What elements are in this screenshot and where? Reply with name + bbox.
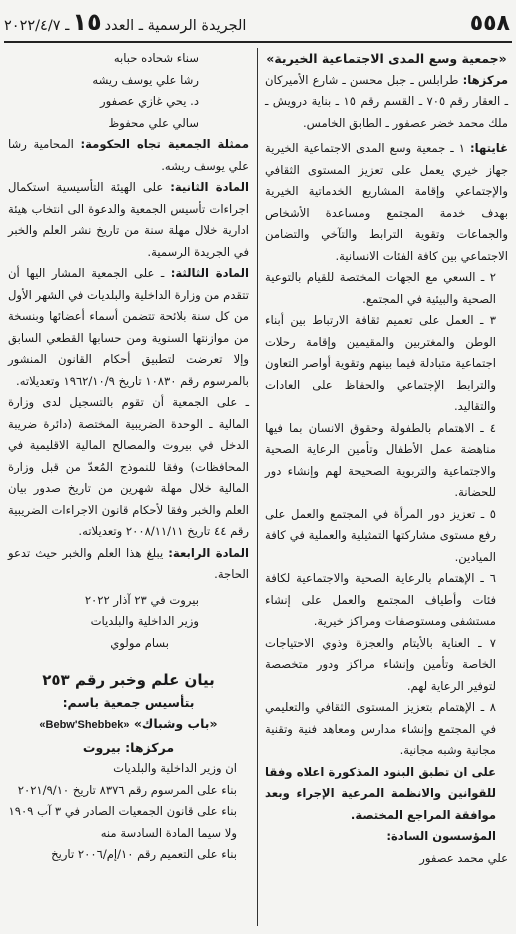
- issue-number: ١٥: [72, 8, 102, 36]
- hq-paragraph: [265, 70, 508, 135]
- issue-info: [4, 8, 246, 36]
- founders-label: المؤسسون السادة:: [386, 829, 496, 843]
- representative-paragraph: [8, 134, 249, 177]
- article-3-label: المادة الثالثة:: [170, 266, 249, 280]
- announcement-title: بيان علم وخبر رقم ٢٥٣: [42, 671, 215, 689]
- founder-name: سالي علي محفوظ: [108, 115, 199, 130]
- founder-name: سناء شحاده حبابه: [113, 51, 199, 65]
- aim-4: ٤ ـ الاهتمام بالطفولة وحقوق الانسان بما فيها مناهضة عمل الأطفال وتأمين الرعاية الصحية والاجتماعية والتربوية الصحيحة لهم وإنشاء دور للحضانة.: [265, 420, 496, 499]
- announcement-hq-text: بيروت: [82, 739, 121, 755]
- hq-text: طرابلس ـ جبل محسن ـ شارع الأميركان ـ العقار رقم ٧٠٥ ـ القسم رقم ١٥ ـ بناية درويش ـ ملك محمد خضر عصفور ـ الطابق الخامس.: [265, 72, 508, 130]
- founder-name: علي محمد عصفور: [419, 850, 508, 865]
- aim-5: ٥ ـ تعزيز دور المرأة في المجتمع والعمل على رفع مستوى مشاركتها التمثيلية والعملية في كافة الميادين.: [265, 506, 496, 564]
- preamble-line: بناء على المرسوم رقم ٨٣٧٦ تاريخ ٢٠٢١/٩/١٠: [17, 782, 237, 797]
- article-2-label: المادة الثانية:: [170, 180, 250, 194]
- article-2-text: على الهيئة التأسيسية استكمال اجراءات تأسيس الجمعية والدعوة الى انتخاب هيئة ادارية خلال مهلة سنة من تاريخ نشر العلم والخبر في الجريدة الرسمية.: [8, 180, 249, 259]
- signature-date: بيروت في ٢٣ آذار ٢٠٢٢: [84, 592, 199, 607]
- founder-name: رشا علي يوسف ريشه: [92, 72, 199, 87]
- publication-name: الجريدة الرسمية ـ العدد: [104, 18, 247, 34]
- announcement-name: [8, 713, 249, 737]
- article-2: [8, 177, 249, 263]
- aim-1: ١ ـ جمعية وسع المدى الاجتماعية الخيرية جهاز خيري يعمل على تعزيز المستوى الثقافي والإجتماعي وإقامة المشاريع الخدماتية الخيرية بهدف خدمة المجتمع ومساعدة الأشخاص والجماعات وتقوية الترابط والتآخي والتضامن الاجتماعي بين كافة الفئات الانسانية.: [265, 141, 508, 263]
- aim-8: ٨ ـ الإهتمام بتعزيز المستوى الثقافي والتعليمي في المجتمع وإنشاء مدارس ومعاهد فنية وتقنية مجانية وشبه مجانية.: [265, 700, 496, 757]
- founders-list: [8, 48, 249, 134]
- hq-label: مركزها:: [462, 72, 508, 87]
- representative-text: المحامية رشا علي يوسف ريشه.: [8, 137, 249, 173]
- header-rule: [4, 41, 512, 43]
- column-divider: [257, 48, 258, 926]
- condition-clause: على ان تطبق البنود المذكورة اعلاه وفقا للقوانين والانظمة المرعية الإجراء وبعد موافقة المراجع المختصة.: [265, 764, 496, 822]
- article-3-text-2: ـ على الجمعية أن تقوم بالتسجيل لدى وزارة المالية ـ الوحدة الضريبية المختصة (دائرة ضريبة الدخل في بيروت والمصالح المالية الاقليمية في المحافظات) وفقا للنموذج المُعدّ من قبل وزارة المالية خلال مهلة شهرين من تاريخ صدور بيان العلم والخبر وفقا لأحكام قانون الاجراءات الضريبية رقم ٤٤ تاريخ ٢٠٠٨/١١/١١ وتعديلاته.: [8, 395, 249, 538]
- aim-7: ٧ ـ العناية بالأيتام والعجزة وذوي الاحتياجات الخاصة وتأمين وإنشاء مراكز ودور متخصصة لتوفير الرعاية لهم.: [265, 635, 496, 693]
- aims-label: غايتها:: [470, 141, 509, 155]
- preamble-line: بناء على قانون الجمعيات الصادر في ٣ آب ١٩٠٩: [8, 804, 237, 818]
- article-4-text: يبلغ هذا العلم والخبر حيث تدعو الحاجة.: [8, 545, 249, 581]
- signature-block: [8, 590, 249, 655]
- representative-label: ممثلة الجمعية تجاه الحكومة:: [80, 137, 249, 151]
- aim-2: ٢ ـ السعي مع الجهات المختصة للقيام بالتوعية الصحية والبيئية في المجتمع.: [265, 270, 496, 306]
- preamble-line: بناء على التعميم رقم ١٠/إم/٢٠٠٦ تاريخ: [51, 847, 237, 861]
- announcement-subtitle: بتأسيس جمعية باسم:: [62, 694, 195, 710]
- association-name: «باب وشباك»: [133, 716, 218, 731]
- preamble-line: ولا سيما المادة السادسة منه: [100, 825, 237, 840]
- aim-6: ٦ ـ الإهتمام بالرعاية الصحية والاجتماعية لكافة فئات وأطياف المجتمع والعمل على إنشاء مستشفى ومستوصفات ومراكز خيرية.: [265, 571, 496, 628]
- signature-name: بسام مولوي: [110, 635, 169, 650]
- signature-title: وزير الداخلية والبلديات: [90, 614, 199, 628]
- page-header: [0, 0, 516, 40]
- association-title: «جمعية وسع المدى الاجتماعية الخيرية»: [266, 51, 507, 66]
- article-4-label: المادة الرابعة:: [168, 545, 250, 560]
- aims-paragraph: [265, 138, 508, 267]
- article-4: [8, 543, 249, 586]
- preamble-line: ان وزير الداخلية والبلديات: [113, 761, 237, 775]
- left-column: [8, 48, 249, 866]
- article-3-text: ـ على الجمعية المشار اليها أن تتقدم من وزارة الداخلية والبلديات في الشهر الأول من كل سنة بلائحة تتضمن أسماء أعضائها وبنسخة من موازنتها السنوية ومن حسابها القطعي السابق وإلا تعرضت لتطبيق أحكام القانون المنشور بالمرسوم رقم ١٠٨٣٠ تاريخ ١٩٦٢/١٠/٩ وتعديلاته.: [8, 266, 249, 388]
- page-number: ٥٥٨: [469, 11, 510, 36]
- founder-name: د. يحي غازي عصفور: [100, 94, 199, 108]
- article-3: [8, 263, 249, 392]
- right-column: [265, 48, 508, 869]
- association-name-latin: «Bebw'Shebbek»: [39, 719, 130, 731]
- issue-date: ـ ٢٠٢٢/٤/٧: [4, 18, 70, 34]
- announcement-hq-label: مركزها:: [125, 739, 175, 755]
- aim-3: ٣ ـ العمل على تعميم ثقافة الارتباط بين أبناء الوطن والمغتربين والمقيمين وإقامة رحلات اجتماعية متبادلة فيما بينهم وتقوية أواصر التعاون والترابط الإجتماعي والحفاظ على العادات والتقاليد.: [265, 313, 496, 413]
- announcement-hq: [8, 737, 249, 759]
